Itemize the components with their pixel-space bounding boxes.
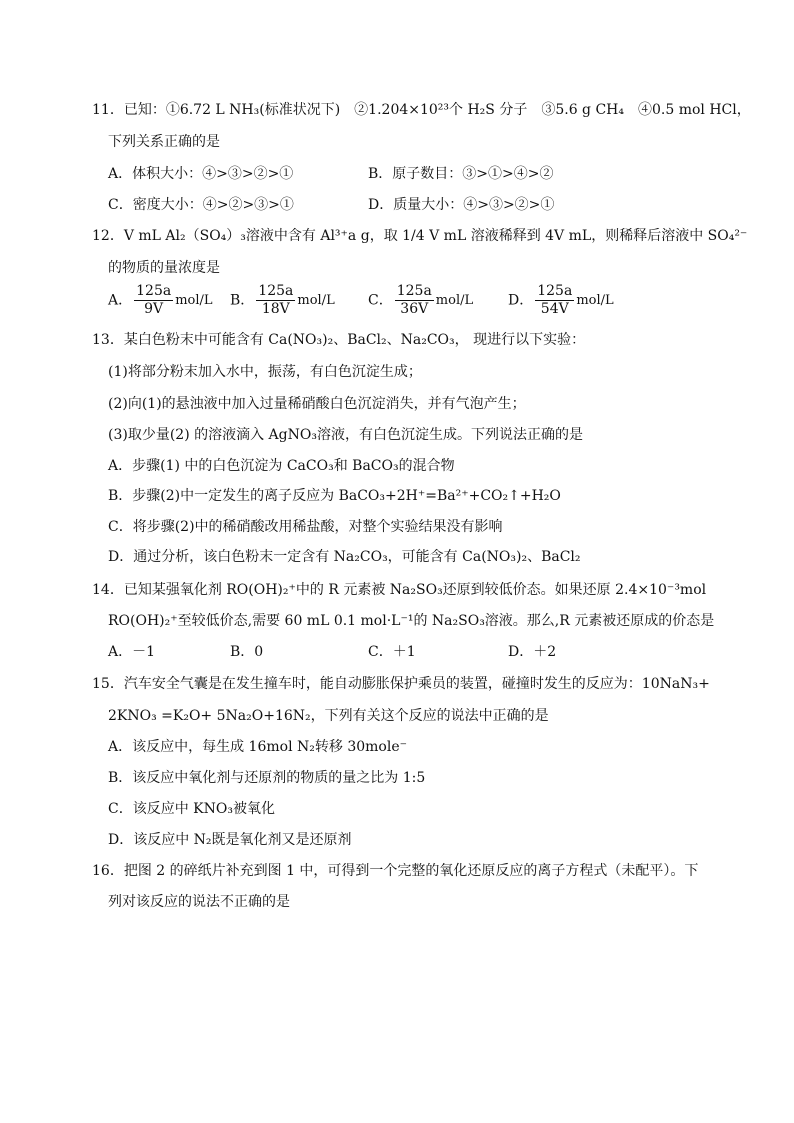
q12-option-c-denominator: 36V: [400, 301, 429, 317]
q12-option-b-unit: mol/L: [297, 293, 335, 308]
q13-step-2: (2)向(1)的悬浊液中加入过量稀硝酸白色沉淀消失，并有气泡产生；: [108, 396, 526, 412]
q12-option-b-letter: B．: [230, 292, 255, 309]
q11-stem-line1: 11．已知：①6.72 L NH₃(标准状况下) ②1.204×10²³个 H₂S 分子 ③5.6 g CH₄ ④0.5 mol HCl，: [92, 102, 751, 118]
q12-option-d-letter: D．: [508, 292, 534, 309]
q16-stem-line2: 列对该反应的说法不正确的是: [108, 894, 290, 910]
q12-option-a-denominator: 9V: [144, 301, 164, 317]
q12-option-c: [368, 283, 473, 318]
q15-option-d: D．该反应中 N₂既是氧化剂又是还原剂: [108, 832, 352, 848]
q12-stem-line2: 的物质的量浓度是: [108, 260, 220, 276]
q11-option-b: B．原子数目：③>①>④>②: [368, 166, 554, 182]
q14-option-b: B．0: [230, 644, 264, 660]
q12-option-d-denominator: 54V: [540, 301, 569, 317]
q12-option-d-numerator: 125a: [537, 283, 573, 299]
q15-stem-line2: 2KNO₃ =K₂O+ 5Na₂O+16N₂，下列有关这个反应的说法中正确的是: [108, 708, 549, 724]
q15-option-a: A．该反应中，每生成 16mol N₂转移 30mole⁻: [108, 739, 407, 755]
q11-option-d: D．质量大小：④>③>②>①: [368, 197, 555, 213]
q13-option-b: B．步骤(2)中一定发生的离子反应为 BaCO₃+2H⁺=Ba²⁺+CO₂↑+H₂O: [108, 488, 561, 504]
q12-option-c-letter: C．: [368, 292, 393, 309]
q12-option-a-numerator: 125a: [136, 283, 172, 299]
q12-option-a-letter: A．: [108, 292, 133, 309]
q12-option-c-numerator: 125a: [396, 283, 432, 299]
q12-option-b-denominator: 18V: [261, 301, 290, 317]
q13-step-3: (3)取少量(2) 的溶液滴入 AgNO₃溶液，有白色沉淀生成。下列说法正确的是: [108, 427, 583, 443]
q12-option-d-fraction: [535, 283, 574, 318]
q15-option-b: B．该反应中氧化剂与还原剂的物质的量之比为 1:5: [108, 770, 426, 786]
q11-option-c: C．密度大小：④>②>③>①: [108, 197, 294, 213]
q12-option-b-fraction: [256, 283, 295, 318]
q12-option-b-numerator: 125a: [258, 283, 294, 299]
q12-option-c-unit: mol/L: [435, 293, 474, 308]
q14-option-d: D．＋2: [508, 644, 557, 660]
q11-option-a: A．体积大小：④>③>②>①: [108, 166, 294, 182]
q14-stem-line1: 14．已知某强氧化剂 RO(OH)₂⁺中的 R 元素被 Na₂SO₃还原到较低价态。如果还原 2.4×10⁻³mol: [92, 582, 707, 598]
q14-option-a: A．－1: [108, 644, 156, 660]
q13-step-1: (1)将部分粉末加入水中，振荡，有白色沉淀生成；: [108, 364, 422, 380]
q12-option-d: [508, 283, 614, 318]
q14-stem-line2: RO(OH)₂⁺至较低价态,需要 60 mL 0.1 mol·L⁻¹的 Na₂SO₃溶液。那么,R 元素被还原成的价态是: [108, 613, 715, 629]
q12-option-b: [230, 283, 335, 318]
q12-stem-line1: 12．V mL Al₂（SO₄）₃溶液中含有 Al³⁺a g，取 1/4 V mL 溶液稀释到 4V mL，则稀释后溶液中 SO₄²⁻: [92, 228, 748, 244]
q12-option-c-fraction: [395, 283, 434, 318]
q13-stem-line1: 13．某白色粉末中可能含有 Ca(NO₃)₂、BaCl₂、Na₂CO₃， 现进行以下实验：: [92, 332, 586, 348]
q12-option-a-fraction: [134, 283, 173, 318]
q13-option-a: A．步骤(1) 中的白色沉淀为 CaCO₃和 BaCO₃的混合物: [108, 458, 455, 474]
q16-stem-line1: 16．把图 2 的碎纸片补充到图 1 中，可得到一个完整的氧化还原反应的离子方程式（未配平）。下: [92, 863, 699, 879]
q12-option-d-unit: mol/L: [576, 293, 614, 308]
q12-option-a: [108, 283, 213, 318]
q13-option-c: C．将步骤(2)中的稀硝酸改用稀盐酸，对整个实验结果没有影响: [108, 519, 503, 535]
q11-stem-line2: 下列关系正确的是: [108, 134, 220, 150]
q14-option-c: C．＋1: [368, 644, 416, 660]
q13-option-d: D．通过分析，该白色粉末一定含有 Na₂CO₃，可能含有 Ca(NO₃)₂、BaCl₂: [108, 549, 581, 565]
q15-stem-line1: 15．汽车安全气囊是在发生撞车时，能自动膨胀保护乘员的装置，碰撞时发生的反应为：10NaN₃+: [92, 676, 710, 692]
q12-option-a-unit: mol/L: [175, 293, 213, 308]
q15-option-c: C．该反应中 KNO₃被氧化: [108, 801, 275, 817]
